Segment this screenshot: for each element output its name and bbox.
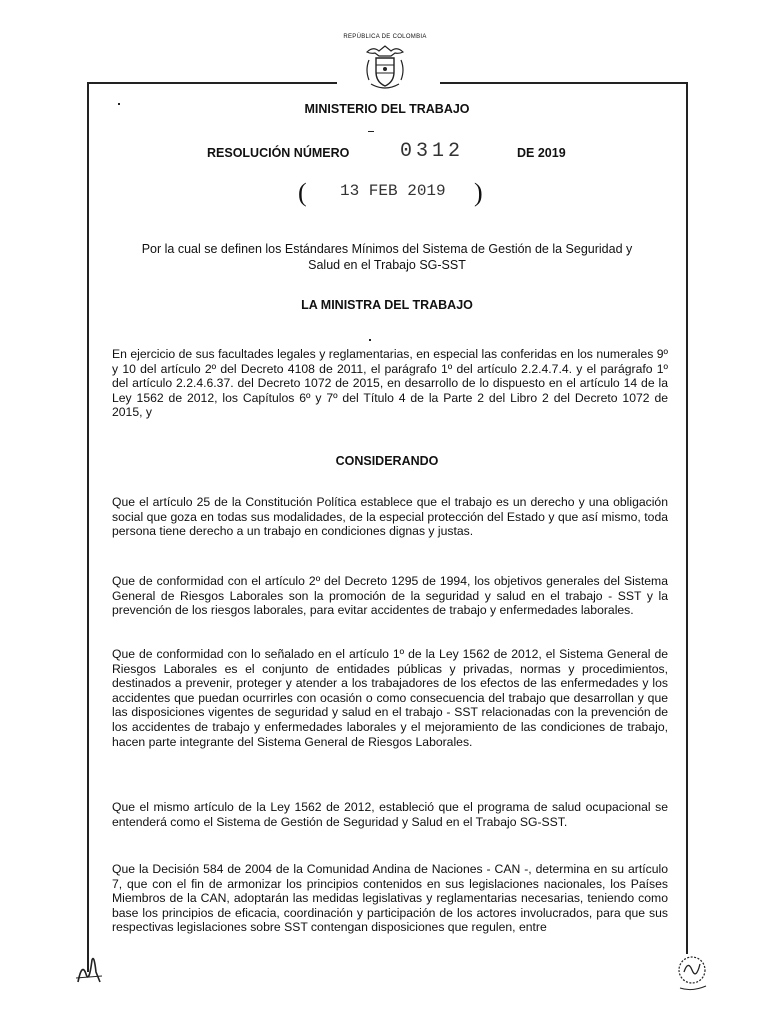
- frame-top-left-line: [87, 82, 337, 84]
- intro-paragraph: En ejercicio de sus facultades legales y reglamentarias, en especial las conferidas en los numerales 9º y 10 del artículo 2º del Decreto 4108 de 2011, el parágrafo 1º del artículo 2.2.4.7.4. y el parágrafo 1º del artículo 2.2.4.6.37. del Decreto 1072 de 2015, en desarrollo de lo dispuesto en el artículo 14 de la Ley 1562 de 2012, los Capítulos 6º y 7º del Título 4 de la Parte 2 del Libro 2 del Decreto 1072 de 2015, y: [112, 347, 668, 420]
- speck: [368, 131, 374, 132]
- considerando-paragraph: Que de conformidad con lo señalado en el artículo 1º de la Ley 1562 de 2012, el Sistema General de Riesgos Laborales es el conjunto de entidades públicas y privadas, normas y procedimientos, destinados a prevenir, proteger y atender a los trabajadores de los efectos de las enfermedades y los accidentes que puedan ocurrirles con ocasión o como consecuencia del trabajo que desarrollan y que las disposiciones vigentes de seguridad y salud en el trabajo - SST relacionadas con la prevención de los accidentes de trabajo y enfermedades laborales y el mejoramiento de las condiciones de trabajo, hacen parte integrante del Sistema General de Riesgos Laborales.: [112, 647, 668, 749]
- resolution-subject: Por la cual se definen los Estándares Mínimos del Sistema de Gestión de la Seguridad y Salud en el Trabajo SG-SST: [141, 242, 633, 272]
- frame-left-line: [87, 82, 89, 972]
- stamp-signature-icon: [672, 948, 712, 994]
- republica-label: REPÚBLICA DE COLOMBIA: [343, 34, 427, 40]
- considerando-paragraph: Que el mismo artículo de la Ley 1562 de 2012, estableció que el programa de salud ocupacional se entenderá como el Sistema de Gestión de Seguridad y Salud en el Trabajo SG-SST.: [112, 800, 668, 829]
- initials-signature-icon: [74, 952, 104, 986]
- resolution-number: 0312: [400, 140, 465, 163]
- resolution-label: RESOLUCIÓN NÚMERO: [207, 146, 350, 160]
- ministry-title: MINISTERIO DEL TRABAJO: [304, 102, 470, 116]
- date-open-paren: (: [298, 178, 307, 207]
- considerando-heading: CONSIDERANDO: [335, 454, 439, 468]
- resolution-year: DE 2019: [517, 146, 566, 160]
- considerando-paragraph: Que de conformidad con el artículo 2º del Decreto 1295 de 1994, los objetivos generales del Sistema General de Riesgos Laborales son la promoción de la seguridad y salud en el trabajo - SST y la prevención de los riesgos laborales, para evitar accidentes de trabajo y enfermedades laborales.: [112, 574, 668, 618]
- considerando-paragraph: Que la Decisión 584 de 2004 de la Comunidad Andina de Naciones - CAN -, determina en su artículo 7, que con el fin de armonizar los principios contenidos en sus legislaciones nacionales, los Países Miembros de la CAN, adoptarán las medidas legislativas y reglamentarias necesarias, teniendo como base los principios de eficacia, coordinación y participación de los actores involucrados, para que sus respectivas legislaciones sobre SST contengan disposiciones que regulen, entre: [112, 862, 668, 935]
- considerando-paragraph: Que el artículo 25 de la Constitución Política establece que el trabajo es un derecho y una obligación social que goza en todas sus modalidades, de la especial protección del Estado y que así mismo, toda persona tiene derecho a un trabajo en condiciones dignas y justas.: [112, 495, 668, 539]
- speck: [369, 339, 371, 341]
- resolution-date: 13 FEB 2019: [340, 182, 446, 200]
- frame-top-right-line: [440, 82, 688, 84]
- frame-right-line: [686, 82, 688, 954]
- authority-heading: LA MINISTRA DEL TRABAJO: [301, 298, 473, 312]
- date-close-paren: ): [474, 178, 483, 207]
- colombia-coat-of-arms-icon: [359, 42, 411, 92]
